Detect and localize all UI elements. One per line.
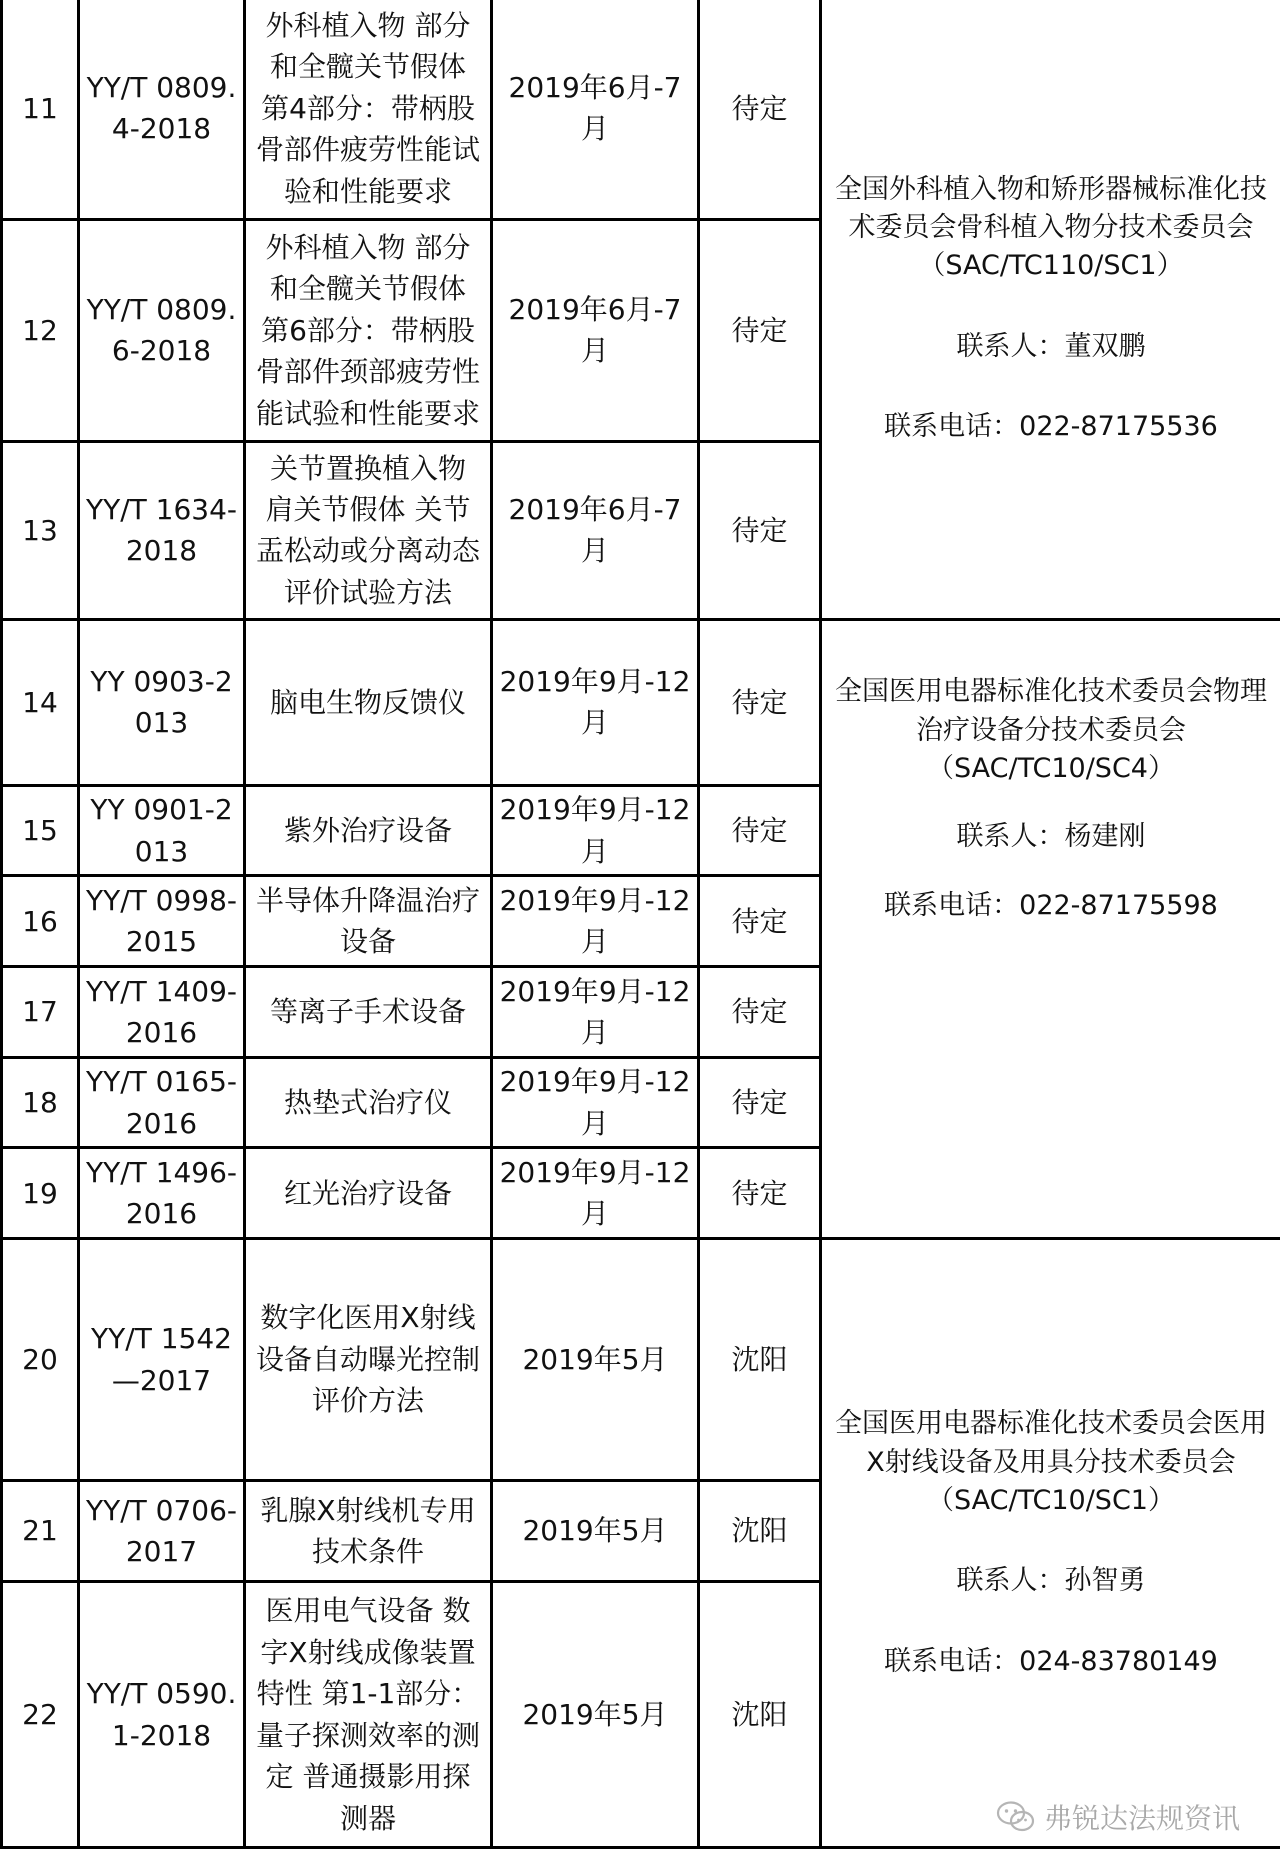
standard-code: YY/T 0809.6-2018 xyxy=(79,219,245,441)
committee-name: 全国医用电器标准化技术委员会医用X射线设备及用具分技术委员会 xyxy=(835,1408,1267,1478)
row-number: 20 xyxy=(2,1239,79,1481)
training-place: 沈阳 xyxy=(699,1239,821,1481)
training-time: 2019年9月-12月 xyxy=(492,1057,699,1148)
standard-code: YY/T 0706-2017 xyxy=(79,1480,245,1581)
training-time: 2019年9月-12月 xyxy=(492,1148,699,1239)
training-time: 2019年9月-12月 xyxy=(492,876,699,967)
row-number: 14 xyxy=(2,620,79,786)
training-place: 待定 xyxy=(699,1148,821,1239)
row-number: 11 xyxy=(2,0,79,219)
training-time: 2019年6月-7月 xyxy=(492,441,699,619)
committee-phone: 联系电话：022-87175598 xyxy=(884,889,1218,921)
standard-code: YY/T 1542—2017 xyxy=(79,1239,245,1481)
committee-cell xyxy=(821,0,1280,620)
table-row xyxy=(2,620,1280,786)
training-time: 2019年5月 xyxy=(492,1582,699,1848)
standard-code: YY/T 0998-2015 xyxy=(79,876,245,967)
standard-name: 外科植入物 部分和全髋关节假体 第4部分：带柄股骨部件疲劳性能试验和性能要求 xyxy=(245,0,492,219)
training-place: 沈阳 xyxy=(699,1480,821,1581)
standard-code: YY 0903-2013 xyxy=(79,620,245,786)
standard-code: YY/T 1409-2016 xyxy=(79,967,245,1058)
training-place: 待定 xyxy=(699,219,821,441)
committee-contact: 联系人：孙智勇 xyxy=(956,1565,1146,1597)
standard-name: 外科植入物 部分和全髋关节假体 第6部分：带柄股骨部件颈部疲劳性能试验和性能要求 xyxy=(245,219,492,441)
watermark-text: 弗锐达法规资讯 xyxy=(1043,1802,1240,1835)
committee-cell xyxy=(821,620,1280,1239)
standard-code: YY/T 0165-2016 xyxy=(79,1057,245,1148)
standard-code: YY/T 0809.4-2018 xyxy=(79,0,245,219)
training-place: 待定 xyxy=(699,620,821,786)
row-number: 21 xyxy=(2,1480,79,1581)
committee-name: 全国外科植入物和矫形器械标准化技术委员会骨科植入物分技术委员会 xyxy=(835,173,1267,244)
table-row xyxy=(2,0,1280,219)
standard-code: YY 0901-2013 xyxy=(79,785,245,876)
committee-phone: 联系电话：024-83780149 xyxy=(884,1645,1218,1677)
committee-code: （SAC/TC10/SC1） xyxy=(927,1484,1175,1516)
committee-phone: 联系电话：022-87175536 xyxy=(884,411,1218,442)
training-time: 2019年9月-12月 xyxy=(492,785,699,876)
standard-name: 等离子手术设备 xyxy=(245,967,492,1058)
standard-code: YY/T 1634-2018 xyxy=(79,441,245,619)
row-number: 18 xyxy=(2,1057,79,1148)
training-place: 待定 xyxy=(699,967,821,1058)
row-number: 16 xyxy=(2,876,79,967)
committee-contact: 联系人：杨建刚 xyxy=(956,821,1146,853)
standard-name: 紫外治疗设备 xyxy=(245,785,492,876)
training-place: 待定 xyxy=(699,441,821,619)
standard-code: YY/T 0590.1-2018 xyxy=(79,1582,245,1848)
training-time: 2019年5月 xyxy=(492,1480,699,1581)
training-time: 2019年5月 xyxy=(492,1239,699,1481)
training-place: 沈阳 xyxy=(699,1582,821,1848)
training-time: 2019年6月-7月 xyxy=(492,219,699,441)
row-number: 22 xyxy=(2,1582,79,1848)
row-number: 12 xyxy=(2,219,79,441)
wechat-icon xyxy=(996,1800,1036,1834)
training-time: 2019年9月-12月 xyxy=(492,967,699,1058)
standard-name: 关节置换植入物 肩关节假体 关节盂松动或分离动态评价试验方法 xyxy=(245,441,492,619)
standard-name: 半导体升降温治疗设备 xyxy=(245,876,492,967)
training-place: 待定 xyxy=(699,0,821,219)
committee-code: （SAC/TC10/SC4） xyxy=(927,752,1175,784)
row-number: 13 xyxy=(2,441,79,619)
standard-name: 红光治疗设备 xyxy=(245,1148,492,1239)
row-number: 17 xyxy=(2,967,79,1058)
watermark xyxy=(996,1797,1240,1837)
training-time: 2019年9月-12月 xyxy=(492,620,699,786)
committee-name: 全国医用电器标准化技术委员会物理治疗设备分技术委员会 xyxy=(835,676,1267,746)
training-place: 待定 xyxy=(699,785,821,876)
row-number: 15 xyxy=(2,785,79,876)
training-place: 待定 xyxy=(699,1057,821,1148)
training-place: 待定 xyxy=(699,876,821,967)
training-time: 2019年6月-7月 xyxy=(492,0,699,219)
standard-name: 医用电气设备 数字X射线成像装置特性 第1-1部分：量子探测效率的测定 普通摄影用探测器 xyxy=(245,1582,492,1848)
standard-code: YY/T 1496-2016 xyxy=(79,1148,245,1239)
standard-name: 热垫式治疗仪 xyxy=(245,1057,492,1148)
committee-cell xyxy=(821,1239,1280,1848)
standard-name: 乳腺X射线机专用技术条件 xyxy=(245,1480,492,1581)
row-number: 19 xyxy=(2,1148,79,1239)
committee-code: （SAC/TC110/SC1） xyxy=(918,250,1184,282)
standard-name: 数字化医用X射线设备自动曝光控制评价方法 xyxy=(245,1239,492,1481)
committee-contact: 联系人：董双鹏 xyxy=(956,330,1146,362)
table-row xyxy=(2,1239,1280,1481)
standard-name: 脑电生物反馈仪 xyxy=(245,620,492,786)
